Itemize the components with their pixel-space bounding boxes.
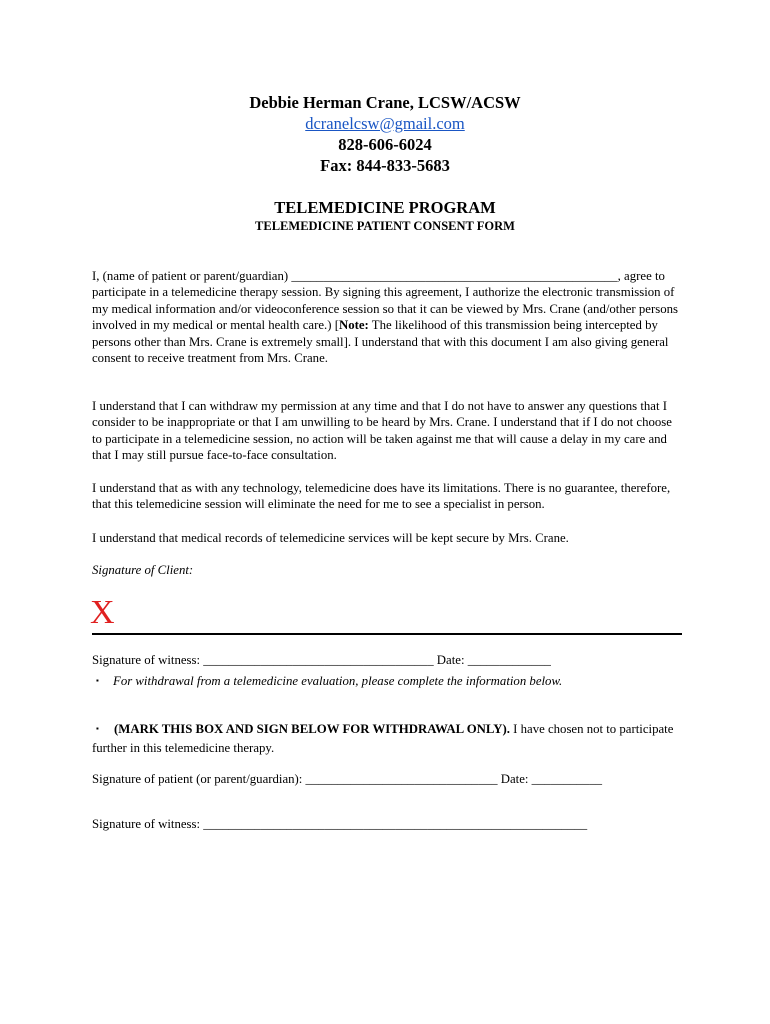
patient-signature-line[interactable]: Signature of patient (or parent/guardian): ______________________________ Date: ___________ [92, 772, 603, 786]
program-title: TELEMEDICINE PROGRAM [274, 198, 496, 217]
witness-signature-line-2[interactable]: Signature of witness: ____________________________________________________________ [92, 817, 588, 831]
withdrawal-paragraph: ▪ (MARK THIS BOX AND SIGN BELOW FOR WITHDRAWAL ONLY). I have chosen not to participate further in this telemedicine therapy. [92, 719, 682, 758]
note-label: Note: [338, 318, 369, 333]
consent-paragraph-4: I understand that medical records of telemedicine services will be kept secure by Mrs. Crane. [92, 531, 569, 545]
signature-x-mark: X [90, 594, 115, 631]
bullet-icon: ▪ [96, 676, 99, 685]
consent-paragraph-2: I understand that I can withdraw my permission at any time and that I do not have to answer any questions that I consider to be inappropriate or that I am unwilling to be heard by Mrs. Crane. I understand that if I do not choose to participate in a telemedicine session, no action will be taken against me that will cause a delay in my care and that I may still pursue face-to-face consultation. [92, 399, 672, 463]
consent-paragraph-3: I understand that as with any technology, telemedicine does have its limitations. There is no guarantee, therefore, that this telemedicine session will eliminate the need for me to see a specialist in person. [92, 481, 671, 512]
phone-number: 828-606-6024 [338, 135, 432, 154]
withdrawal-instruction: (MARK THIS BOX AND SIGN BELOW FOR WITHDRAWAL ONLY). [114, 722, 510, 736]
client-signature-label: Signature of Client: [92, 563, 194, 577]
form-title: TELEMEDICINE PATIENT CONSENT FORM [255, 219, 515, 233]
withdrawal-note: ▪ For withdrawal from a telemedicine evaluation, please complete the information below. [96, 674, 563, 688]
client-signature-line[interactable] [92, 633, 682, 635]
consent-paragraph-1: I, (name of patient or parent/guardian) ___________________________________________________, agree to participate in a telemedicine therapy session. By signing this agreement, I authorize the electronic transmission of my medical information and/or videoconference session so that it can be viewed by Mrs. Crane (and/other persons involved in my medical or mental health care.) [Note: The likelihood of this transmission being intercepted by persons other than Mrs. Crane is extremely small]. I understand that with this document I am also giving general consent to receive treatment from Mrs. Crane. [92, 269, 678, 366]
letterhead [0, 92, 770, 176]
fax-number: Fax: 844-833-5683 [320, 156, 450, 175]
email-link[interactable]: dcranelcsw@gmail.com [305, 114, 465, 133]
withdrawal-checkbox-icon[interactable]: ▪ [96, 724, 99, 733]
witness-signature-line[interactable]: Signature of witness: ____________________________________ Date: _____________ [92, 653, 551, 667]
provider-name: Debbie Herman Crane, LCSW/ACSW [249, 93, 521, 112]
